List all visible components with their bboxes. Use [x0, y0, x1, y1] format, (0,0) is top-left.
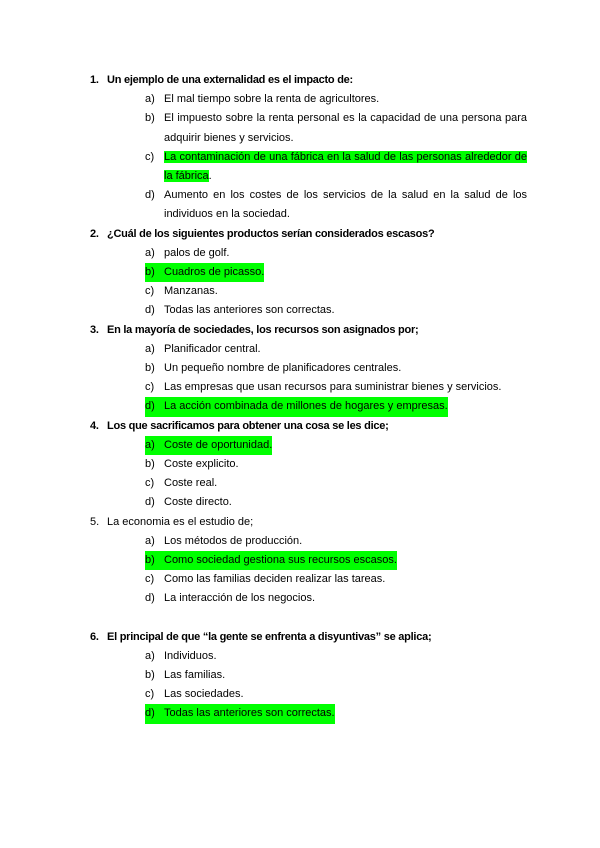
option-text: Como las familias deciden realizar las tareas.: [164, 573, 386, 586]
option-6b: [90, 666, 527, 685]
question-number: 1.: [90, 74, 99, 86]
option-5c: [90, 570, 527, 589]
option-text: Planificador central.: [164, 342, 261, 355]
question-number: 3.: [90, 323, 99, 336]
option-text: Manzanas.: [164, 285, 218, 298]
question-text: En la mayoría de sociedades, los recursos son asignados por;: [107, 323, 419, 336]
option-label: b): [145, 112, 155, 125]
option-4d: [90, 493, 527, 512]
option-label: d): [145, 400, 155, 413]
question-4-options: [90, 436, 527, 513]
option-label: d): [145, 592, 155, 605]
option-1c-correct: [90, 148, 527, 186]
option-1d: [90, 186, 527, 224]
correct-answer-highlight: [145, 704, 335, 723]
option-label: d): [145, 496, 155, 509]
question-2: [90, 225, 527, 244]
option-text: Individuos.: [164, 649, 217, 662]
option-label: a): [145, 246, 155, 259]
option-label: c): [145, 573, 155, 586]
question-text: Un ejemplo de una externalidad es el impacto de:: [107, 74, 353, 86]
option-text: palos de golf.: [164, 246, 230, 259]
quiz-content: [90, 71, 527, 724]
option-label: d): [145, 304, 155, 317]
correct-answer-highlight: [145, 263, 264, 282]
option-label: a): [145, 534, 155, 547]
option-label: c): [145, 688, 155, 701]
question-number: 5.: [90, 515, 100, 528]
option-text: Coste directo.: [164, 496, 232, 509]
question-2-options: [90, 244, 527, 321]
option-label: b): [145, 669, 155, 681]
option-5a: [90, 532, 527, 551]
option-label: b): [145, 362, 155, 374]
option-text: Los métodos de producción.: [164, 534, 303, 547]
correct-answer-highlight: [145, 397, 448, 416]
option-3d-correct: [90, 397, 527, 416]
option-text: Las familias.: [164, 669, 226, 681]
question-text: El principal de que “la gente se enfrenta a disyuntivas” se aplica;: [107, 630, 432, 643]
question-1: [90, 71, 527, 90]
correct-answer-highlight: [145, 551, 397, 570]
question-number: 4.: [90, 419, 99, 432]
correct-answer-highlight: La contaminación de una fábrica en la salud de las personas alrededor de la fábrica: [164, 150, 527, 182]
option-1b: [90, 109, 527, 147]
option-label: a): [145, 93, 155, 106]
question-6-options: [90, 647, 527, 724]
option-6d-correct: [90, 704, 527, 723]
option-label: c): [145, 477, 155, 490]
question-4: [90, 417, 527, 436]
option-text: Todas las anteriores son correctas.: [164, 707, 335, 720]
question-5-options: [90, 532, 527, 609]
option-5b-correct: [90, 551, 527, 570]
option-text: Las sociedades.: [164, 688, 244, 701]
option-2c: [90, 282, 527, 301]
option-text: La acción combinada de millones de hogares y empresas.: [164, 400, 448, 413]
option-text: Un pequeño nombre de planificadores centrales.: [164, 362, 402, 374]
option-label: a): [145, 342, 155, 355]
option-6c: [90, 685, 527, 704]
option-label: d): [145, 707, 155, 720]
option-3c: [90, 378, 527, 397]
option-label: b): [145, 266, 155, 278]
question-1-options: [90, 90, 527, 224]
option-text: Coste explicito.: [164, 458, 239, 470]
option-text: Coste real.: [164, 477, 218, 490]
option-text: Como sociedad gestiona sus recursos escasos.: [164, 554, 397, 566]
option-text: Cuadros de picasso.: [164, 266, 265, 278]
question-text: ¿Cuál de los siguientes productos serían considerados escasos?: [107, 227, 435, 240]
option-text: Todas las anteriores son correctas.: [164, 304, 335, 317]
option-text: El impuesto sobre la renta personal es la capacidad de una persona para adquirir bienes y servicios.: [164, 112, 527, 144]
option-6a: [90, 647, 527, 666]
option-label: d): [145, 189, 155, 202]
paragraph-spacer: [90, 609, 527, 628]
option-4b: [90, 455, 527, 474]
option-label: c): [145, 381, 155, 394]
option-text: La interacción de los negocios.: [164, 592, 316, 605]
option-2b-correct: [90, 263, 527, 282]
option-4c: [90, 474, 527, 493]
option-text: Coste de oportunidad.: [164, 438, 273, 451]
option-3a: [90, 340, 527, 359]
option-label: c): [145, 285, 155, 298]
correct-answer-highlight: [145, 436, 272, 455]
option-text: Las empresas que usan recursos para suministrar bienes y servicios.: [164, 381, 502, 394]
option-label: c): [145, 150, 155, 163]
question-number: 6.: [90, 630, 99, 643]
option-suffix: .: [208, 170, 212, 182]
option-label: a): [145, 649, 155, 662]
question-3-options: [90, 340, 527, 417]
question-number: 2.: [90, 227, 99, 240]
option-label: b): [145, 458, 155, 470]
option-2a: [90, 244, 527, 263]
option-label: a): [145, 438, 155, 451]
option-2d: [90, 301, 527, 320]
question-5: [90, 513, 527, 532]
question-6: [90, 628, 527, 647]
option-1a: [90, 90, 527, 109]
option-5d: [90, 589, 527, 608]
question-3: [90, 321, 527, 340]
option-text: El mal tiempo sobre la renta de agricultores.: [164, 93, 380, 106]
option-label: b): [145, 554, 155, 566]
option-3b: [90, 359, 527, 378]
option-text: Aumento en los costes de los servicios de la salud en la salud de los individuos en la sociedad.: [164, 189, 527, 221]
question-text: La economia es el estudio de;: [107, 515, 254, 528]
question-text: Los que sacrificamos para obtener una cosa se les dice;: [107, 419, 389, 432]
option-4a-correct: [90, 436, 527, 455]
